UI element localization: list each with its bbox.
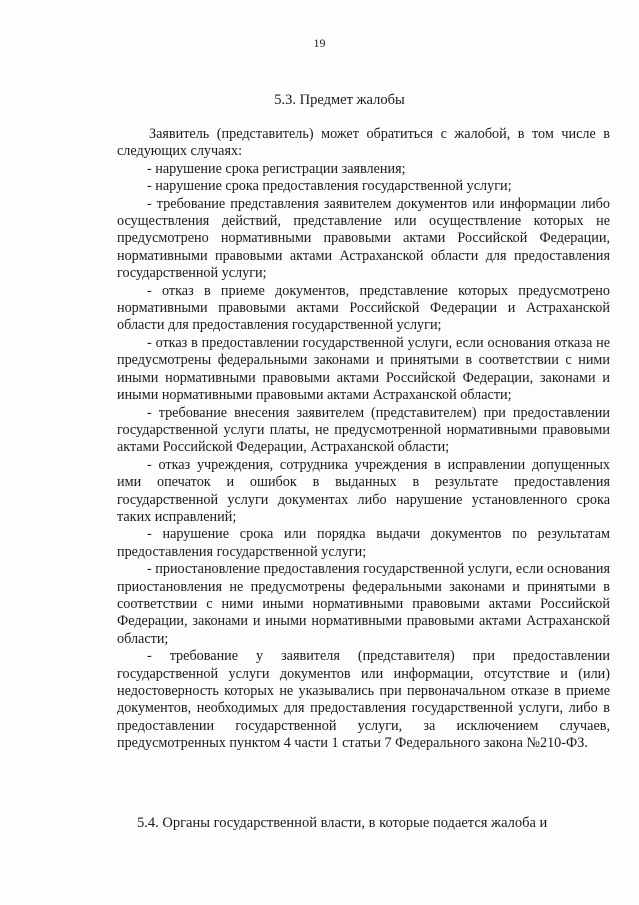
list-item: - нарушение срока или порядка выдачи документов по результатам предоставления государственной услуги; (117, 526, 610, 560)
page-number: 19 (313, 36, 326, 50)
list-item: - отказ учреждения, сотрудника учреждения в исправлении допущенных ими опечаток и ошибок в выданных в результате предоставления государственной услуги документах либо нарушение установленного срока таких исправлений; (117, 456, 610, 525)
list-item: - требование у заявителя (представителя) при предоставлении государственной услуги документов или информации, отсутствие и (или) недостоверность которых не указывались при первоначальном отказе в приеме документов, необходимых для предоставления государственной услуги, либо в предоставлении государственной услуги, за исключением случаев, предусмотренных пунктом 4 части 1 статьи 7 Федерального закона №210-ФЗ. (117, 648, 610, 752)
section-body (117, 126, 610, 753)
list-item: - нарушение срока регистрации заявления; (147, 160, 406, 177)
intro-paragraph: Заявитель (представитель) может обратиться с жалобой, в том числе в следующих случаях: (117, 126, 610, 160)
section-title: 5.3. Предмет жалобы (274, 92, 405, 108)
list-item: - отказ в приеме документов, представление которых предусмотрено нормативными правовыми актами Российской Федерации и Астраханской области для предоставления государственной услуги; (117, 282, 610, 334)
list-item: - приостановление предоставления государственной услуги, если основания приостановления не предусмотрены федеральными законами и принятыми в соответствии с ними иными нормативными правовыми актами Российской Федерации, законами и иными нормативными правовыми актами Астраханской области; (117, 561, 610, 647)
list-item: - требование внесения заявителем (представителем) при предоставлении государственной услуги платы, не предусмотренной нормативными правовыми актами Российской Федерации, Астраханской области; (117, 404, 610, 456)
next-section-heading: 5.4. Органы государственной власти, в которые подается жалоба и (137, 815, 548, 831)
list-item: - отказ в предоставлении государственной услуги, если основания отказа не предусмотрены федеральными законами и принятыми в соответствии с ними иными нормативными правовыми актами Российской Федерации, законами и иными нормативными правовыми актами Астраханской области; (117, 334, 610, 404)
list-item: - нарушение срока предоставления государственной услуги; (147, 178, 512, 195)
list-item: - требование представления заявителем документов или информации либо осуществления действий, представление или осуществление которых не предусмотрено нормативными правовыми актами Российской Федерации, нормативными правовыми актами Астраханской области для предоставления государственной услуги; (117, 195, 610, 282)
